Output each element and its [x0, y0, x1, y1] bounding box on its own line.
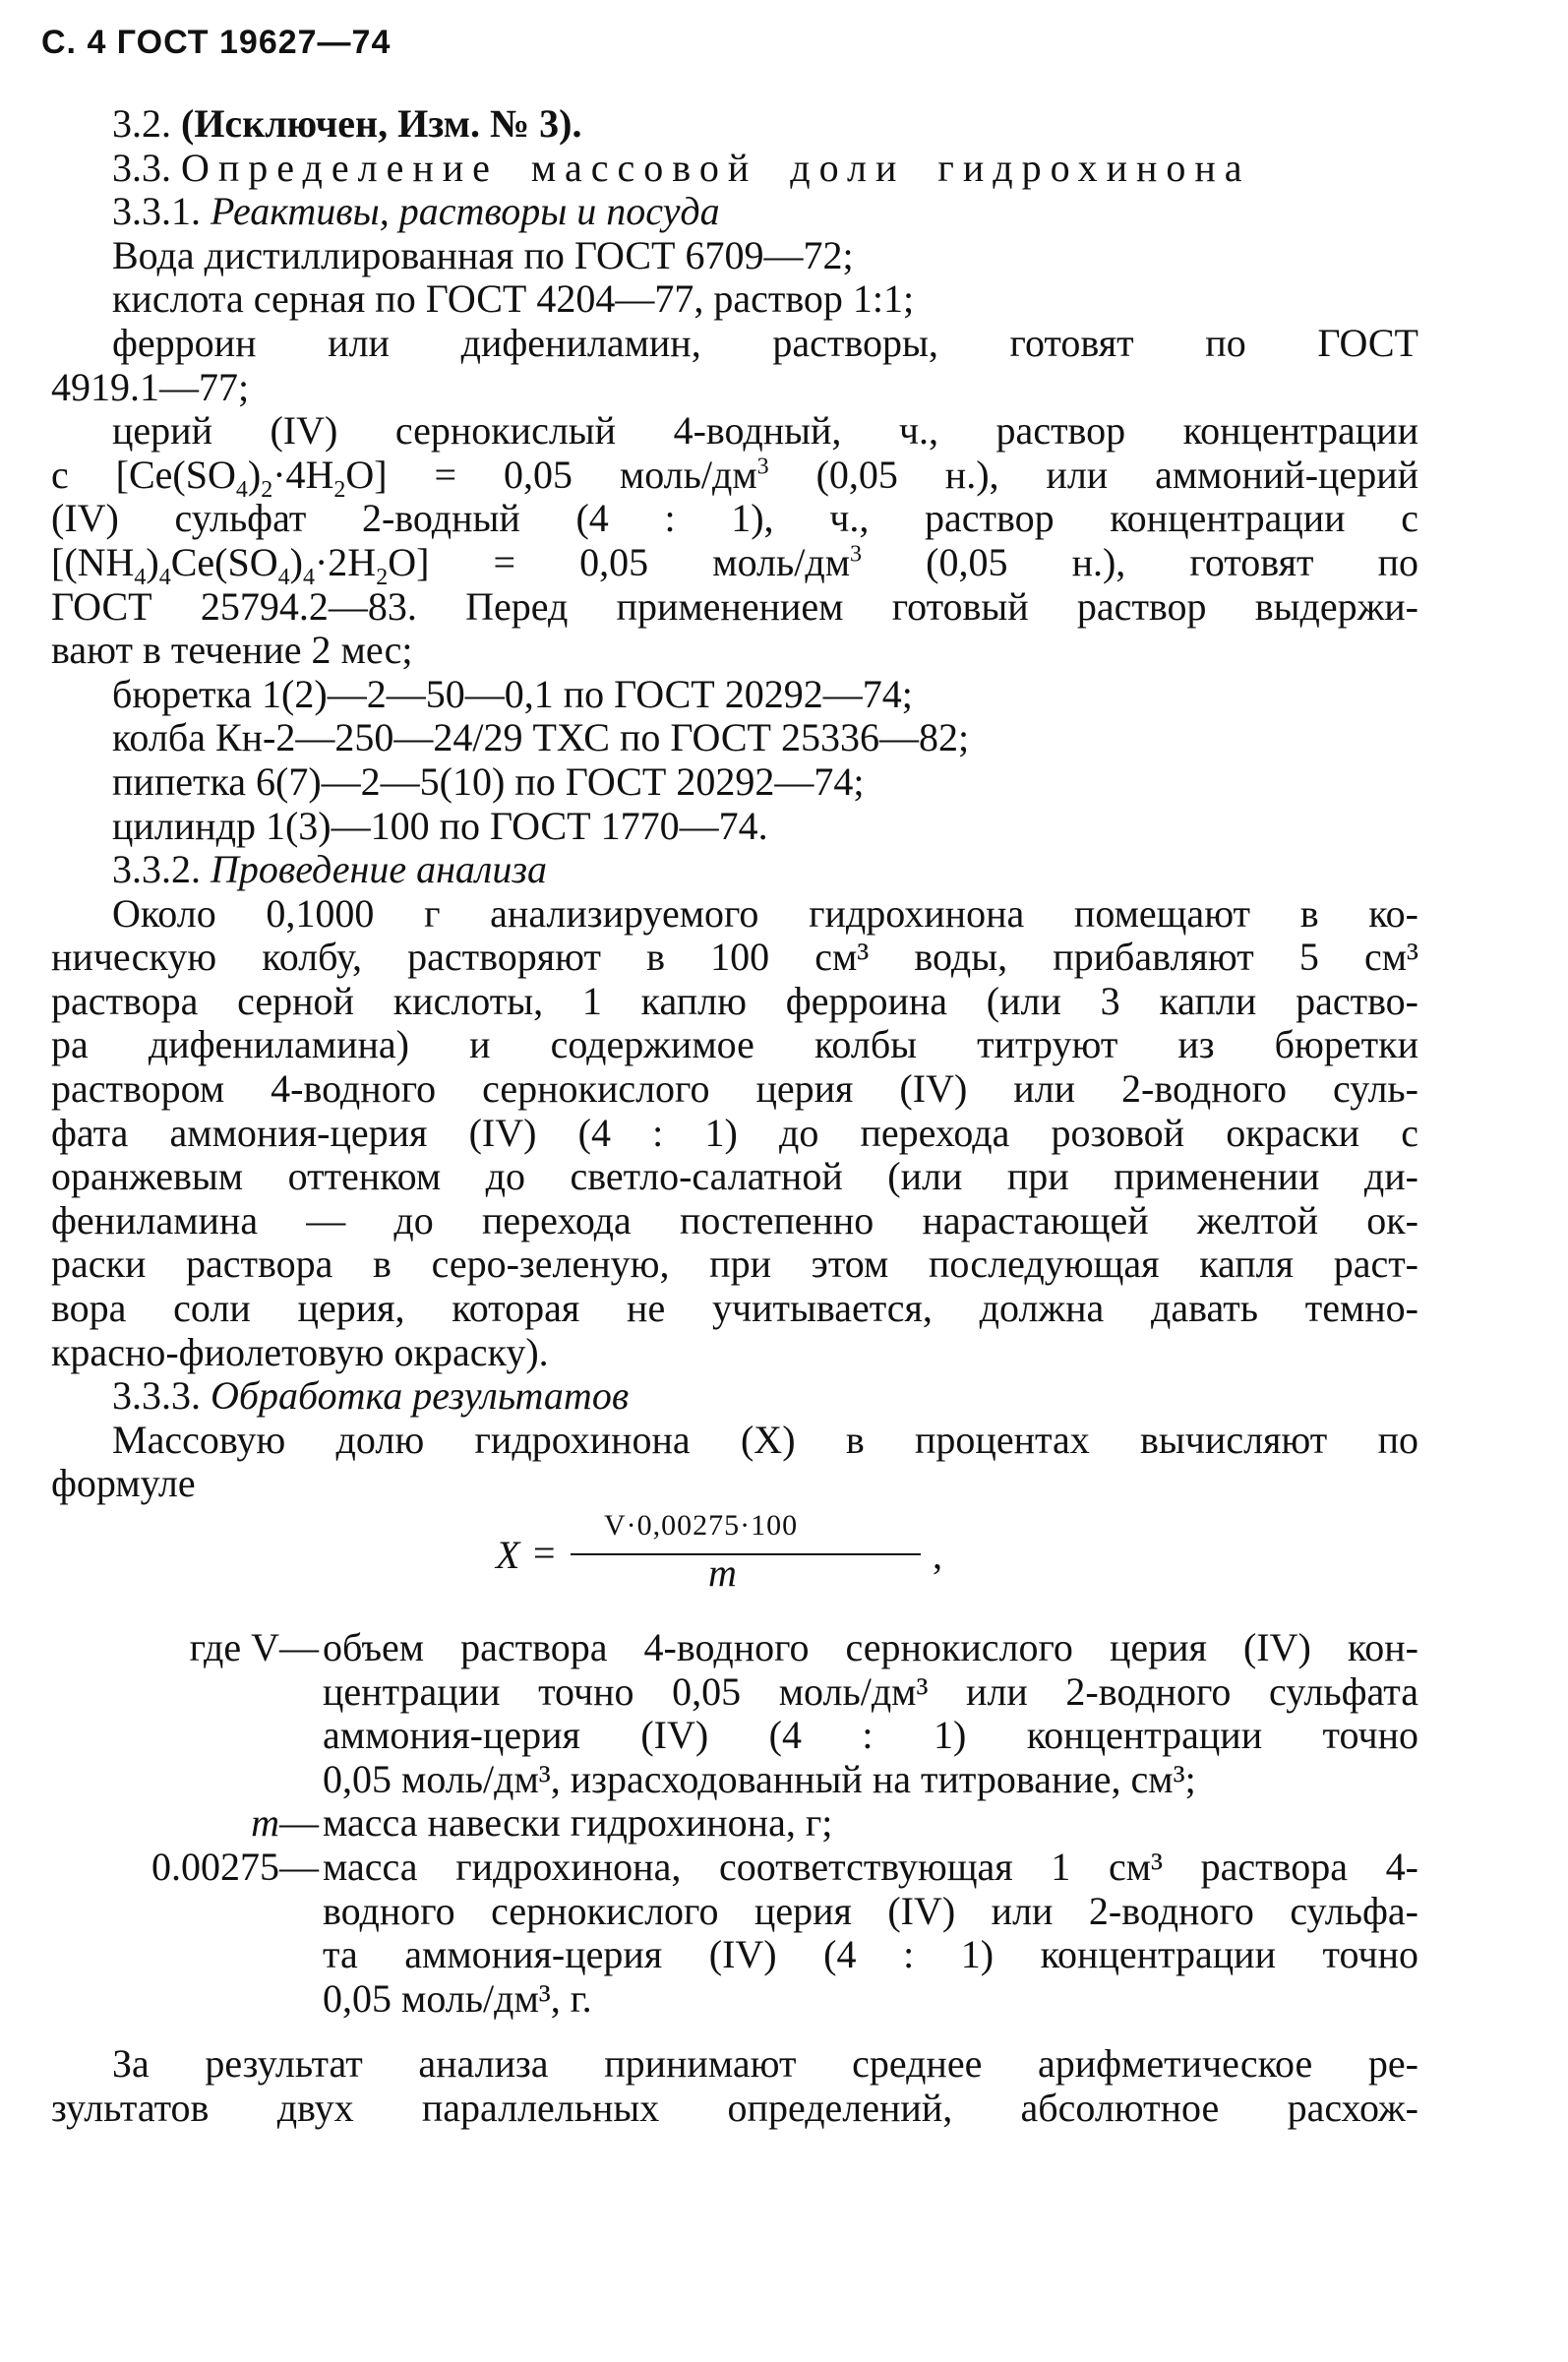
section-3-3-title: Определение массовой доли гидрохинона — [181, 145, 1251, 190]
procedure-line: Около 0,1000 г анализируемого гидрохинона помещают в ко- — [112, 890, 1418, 936]
definition-line: 0,05 моль/дм³, г. — [323, 1975, 592, 2021]
definition-line: та аммония-церия (IV) (4 : 1) концентрации точно — [323, 1932, 1418, 1977]
equipment-pipette: пипетка 6(7)—2—5(10) по ГОСТ 20292—74; — [112, 758, 865, 804]
procedure-line: раствором 4-водного сернокислого церия (IV) или 2-водного суль- — [51, 1066, 1418, 1112]
section-3-3-1 — [51, 190, 1418, 234]
procedure-line: фата аммония-церия (IV) (4 : 1) до перехода розовой окраски с — [51, 1110, 1418, 1155]
definition-symbol: m — [251, 1800, 279, 1846]
chem-fragment: ) — [247, 452, 262, 497]
definition-symbol: 0.00275 — [151, 1844, 279, 1889]
calc-intro-line-1: Массовую долю гидрохинона (X) в процентах вычисляют по — [112, 1417, 1418, 1462]
definition-line: водного сернокислого церия (IV) или 2-водного сульфа- — [323, 1888, 1418, 1933]
section-3-3-1-title: Реактивы, растворы и посуда — [211, 189, 720, 234]
definition-m — [51, 1801, 1418, 1846]
reagent-cerium-line-4: $[(NH_4)_4Ce(SO_4)_4\cdot 2H_2O] = 0,05$ моль/$дм^3$ (0,05 н.), готовят по — [51, 539, 1419, 590]
section-3-3-3-title: Обработка результатов — [211, 1373, 630, 1419]
definition-body — [317, 1846, 1418, 2021]
chem-fragment: O] = 0,05 моль/дм — [345, 452, 757, 497]
procedure-line: раствора серной кислоты, 1 каплю ферроина (или 3 капли раство- — [51, 978, 1418, 1023]
section-3-3 — [51, 147, 1418, 191]
procedure-line: оранжевым оттенком до светло-салатной (или при применении ди- — [51, 1154, 1418, 1199]
chem-fragment: [(NH — [51, 539, 135, 584]
chem-fragment: ) — [289, 539, 303, 584]
section-number: 3.2. — [112, 101, 171, 146]
reagent-acid: кислота серная по ГОСТ 4204—77, раствор 1:1; — [112, 276, 915, 322]
definition-v — [51, 1626, 1418, 1801]
formula-lhs: X — [496, 1533, 520, 1577]
chem-fragment: O] = 0,05 моль/дм — [388, 539, 851, 584]
document-body — [51, 102, 1418, 2131]
section-number: 3.3.3. — [112, 1373, 201, 1419]
definition-coefficient — [51, 1846, 1418, 2021]
procedure-line: вора соли церия, которая не учитывается, должна давать темно- — [51, 1286, 1418, 1331]
result-line: зультатов двух параллельных определений, абсолютное расхож- — [51, 2085, 1418, 2130]
equipment-cylinder: цилиндр 1(3)—100 по ГОСТ 1770—74. — [112, 803, 768, 848]
result-paragraph — [51, 2042, 1418, 2130]
reagent-ferroin-line-2: 4919.1—77; — [51, 364, 250, 409]
chem-fragment: Ce(SO — [170, 539, 278, 584]
formula-denominator: m — [708, 1550, 737, 1595]
procedure-line: красно-фиолетовую окраску). — [51, 1329, 549, 1374]
chem-fragment: (0,05 н.), готовят по — [862, 539, 1419, 584]
definition-line: аммония-церия (IV) (4 : 1) концентрации точно — [323, 1713, 1418, 1758]
section-3-3-2 — [51, 848, 1418, 892]
reagent-cerium-line-3: (IV) сульфат 2-водный (4 : 1), ч., раствор концентрации с — [51, 496, 1418, 541]
reagent-cerium-line-6: вают в течение 2 мес; — [51, 628, 413, 673]
formula — [51, 1510, 1418, 1612]
reagent-ferroin-line-1: ферроин или дифениламин, растворы, готовят по ГОСТ — [112, 320, 1418, 365]
definition-line: масса навески гидрохинона, г; — [323, 1800, 833, 1846]
chem-fragment: ·2H — [314, 539, 377, 584]
reagent-cerium-line-5: ГОСТ 25794.2—83. Перед применением готовый раствор выдержи- — [51, 583, 1418, 629]
procedure-line: ра дифениламина) и содержимое колбы титруют из бюретки — [51, 1022, 1418, 1067]
section-number: 3.3. — [112, 145, 171, 190]
reagent-cerium-line-2: с $[Ce(SO_4)_2\cdot 4H_2O] = 0,05$ моль/$дм^3$ (0,05 н.), или аммоний-церий — [51, 452, 1418, 503]
definition-body — [317, 1626, 1418, 1801]
definition-dash: — — [279, 1625, 319, 1669]
section-3-3-2-title: Проведение анализа — [211, 847, 547, 892]
definition-dash: — — [279, 1844, 319, 1889]
result-line: За результат анализа принимают среднее арифметическое ре- — [112, 2041, 1418, 2087]
formula-numerator: V·0,00275·100 — [604, 1509, 799, 1542]
procedure-line: фениламина — до перехода постепенно нарастающей желтой ок- — [51, 1197, 1418, 1242]
variable-definitions — [51, 1626, 1418, 2021]
definition-line: 0,05 моль/дм³, израсходованный на титрование, см³; — [323, 1756, 1196, 1801]
definition-symbol: где V — [189, 1625, 279, 1669]
section-number: 3.3.2. — [112, 847, 201, 892]
definition-line: объем раствора 4-водного сернокислого церия (IV) кон- — [323, 1625, 1418, 1669]
equipment-burette: бюретка 1(2)—2—50—0,1 по ГОСТ 20292—74; — [112, 671, 913, 716]
procedure-line: ническую колбу, растворяют в 100 см³ воды, прибавляют 5 см³ — [51, 935, 1418, 980]
calc-intro-line-2: формуле — [51, 1461, 196, 1506]
section-3-3-3 — [51, 1374, 1418, 1419]
chem-fragment: (0,05 н.), или аммоний-церий — [768, 452, 1418, 497]
chem-fragment: ·4H — [272, 452, 334, 497]
formula-equals: = — [533, 1531, 556, 1575]
chem-fragment: с [Ce(SO — [51, 452, 236, 497]
formula-comma: , — [933, 1533, 942, 1577]
reagent-cerium-line-1: церий (IV) сернокислый 4-водный, ч., раствор концентрации — [112, 408, 1418, 454]
equipment-flask: колба Кн-2—250—24/29 ТХС по ГОСТ 25336—82; — [112, 715, 970, 760]
section-3-2-text: (Исключен, Изм. № 3). — [181, 101, 582, 146]
definition-line: масса гидрохинона, соответствующая 1 см³ раствора 4- — [323, 1844, 1418, 1889]
page-header: С. 4 ГОСТ 19627—74 — [41, 24, 392, 61]
fraction-bar — [571, 1553, 921, 1555]
reagent-water: Вода дистиллированная по ГОСТ 6709—72; — [112, 232, 854, 277]
definition-dash: — — [279, 1800, 319, 1846]
definition-line: центрации точно 0,05 моль/дм³ или 2-водного сульфата — [323, 1668, 1418, 1714]
procedure-line: раски раствора в серо-зеленую, при этом последующая капля раст- — [51, 1242, 1418, 1287]
definition-body — [317, 1801, 1418, 1846]
section-number: 3.3.1. — [112, 189, 201, 234]
section-3-2 — [51, 102, 1418, 147]
chem-fragment: ) — [146, 539, 159, 584]
